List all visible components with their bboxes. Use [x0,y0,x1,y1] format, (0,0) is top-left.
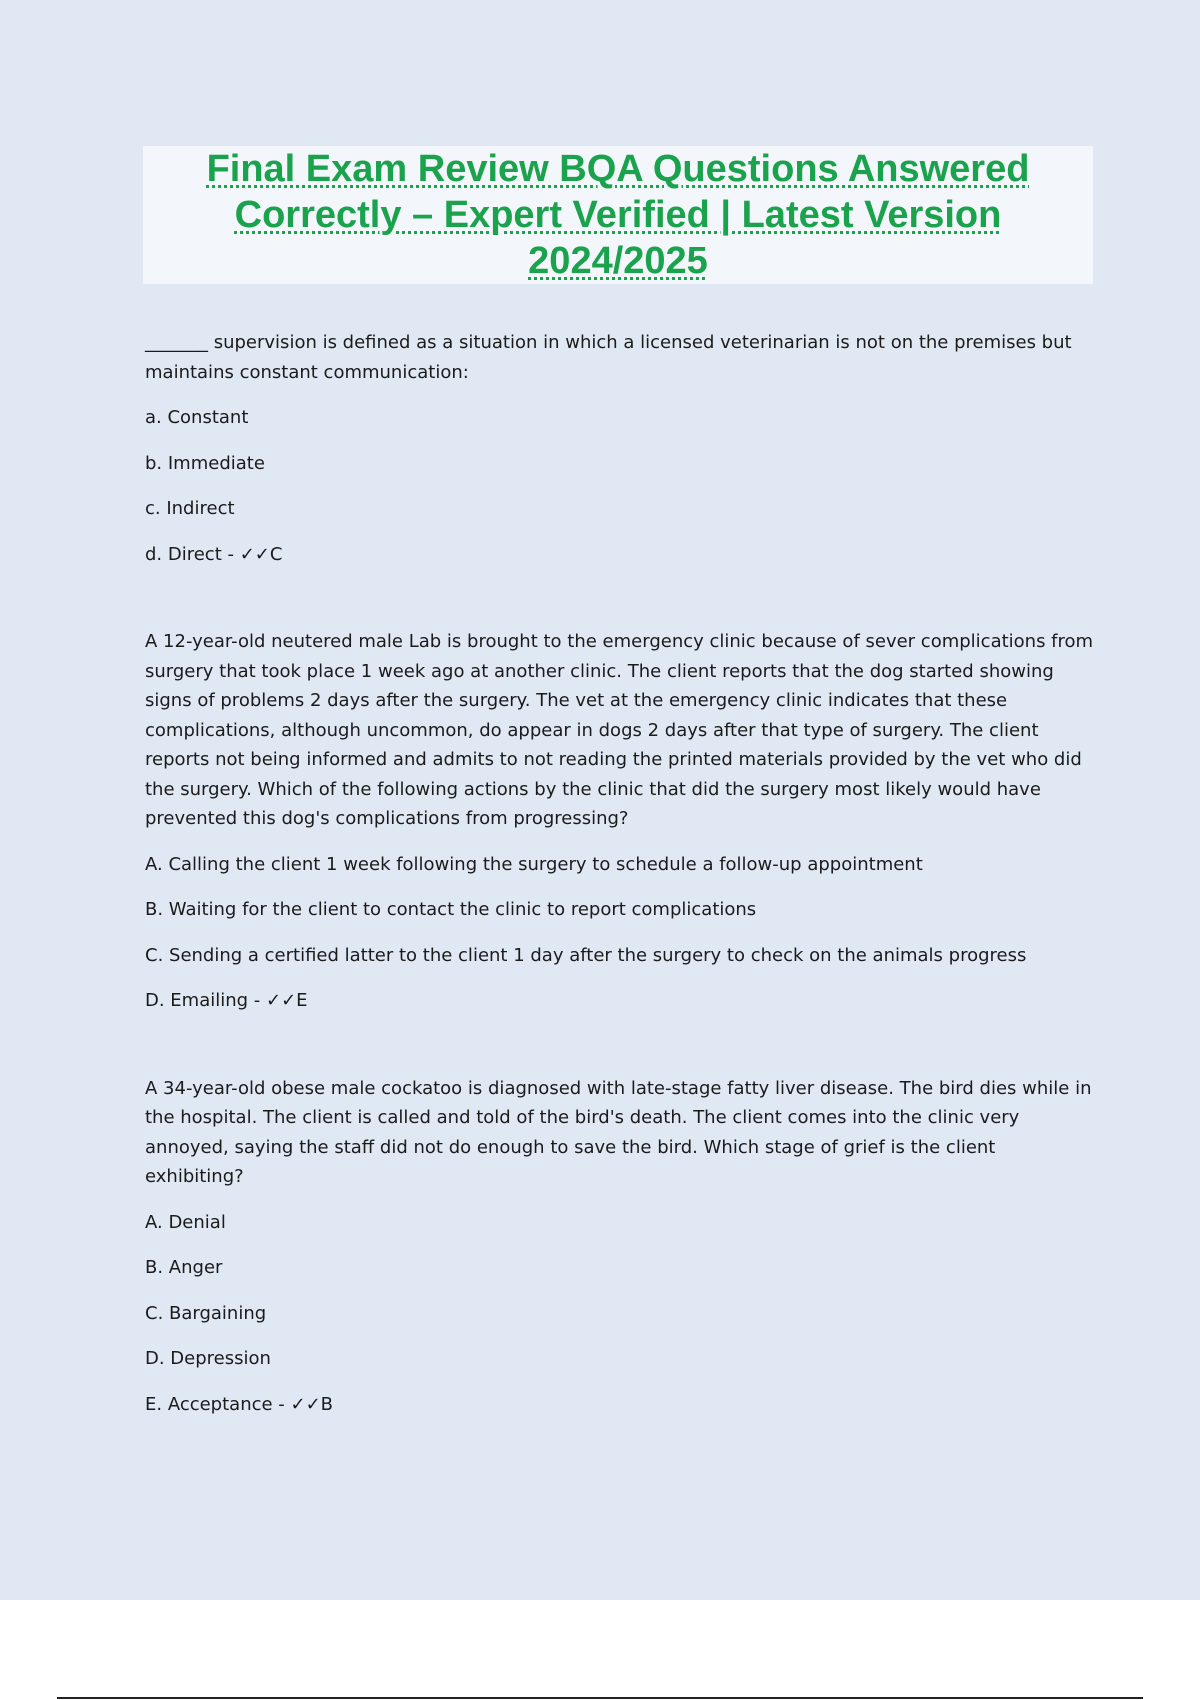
answer-option-with-key: D. Emailing - ✓✓E [145,990,308,1011]
title-line-3: 2024/2025 [528,240,708,282]
question-block-3 [145,1074,1095,1420]
document-title [143,146,1093,284]
answer-option: A. Denial [145,1211,226,1233]
answer-option: a. Constant [145,407,249,428]
answer-option: C. Bargaining [145,1302,267,1324]
title-line-1: Final Exam Review BQA Questions Answered [206,148,1030,190]
answer-option: c. Indirect [145,498,235,519]
question-block-1 [145,328,1095,569]
answer-option: A. Calling the client 1 week following the surgery to schedule a follow-up appointment [145,853,923,875]
answer-option: D. Depression [145,1348,271,1369]
title-line-2: Correctly – Expert Verified | Latest Version [234,194,1002,236]
question-block-2 [145,627,1095,1016]
answer-option: B. Waiting for the client to contact the clinic to report complications [145,899,757,920]
answer-option-with-key: d. Direct - ✓✓C [145,543,283,565]
question-stem: A 12-year-old neutered male Lab is brought to the emergency clinic because of sever complications from surgery that took place 1 week ago at another clinic. The client reports that the dog started showing signs of problems 2 days after the surgery. The vet at the emergency clinic indicates that these complications, although uncommon, do appear in dogs 2 days after that type of surgery. The client reports not being informed and admits to not reading the printed materials provided by the vet who did the surgery. Which of the following actions by the clinic that did the surgery most likely would have prevented this dog's complications from progressing? [145,631,1094,829]
question-list [145,328,1095,1477]
page-divider [57,1697,1143,1699]
title-banner [143,146,1093,284]
answer-option: C. Sending a certified latter to the client 1 day after the surgery to check on the animals progress [145,944,1027,966]
answer-option: b. Immediate [145,452,265,474]
answer-option-with-key: E. Acceptance - ✓✓B [145,1393,334,1415]
answer-option: B. Anger [145,1257,223,1278]
question-stem: A 34-year-old obese male cockatoo is diagnosed with late-stage fatty liver disease. The bird dies while in the hospital. The client is called and told of the bird's death. The client comes into the clinic very annoyed, saying the staff did not do enough to save the bird. Which stage of grief is the client exhibiting? [145,1077,1092,1187]
question-stem: _______ supervision is defined as a situation in which a licensed veterinarian is not on the premises but maintains constant communication: [145,332,1072,383]
